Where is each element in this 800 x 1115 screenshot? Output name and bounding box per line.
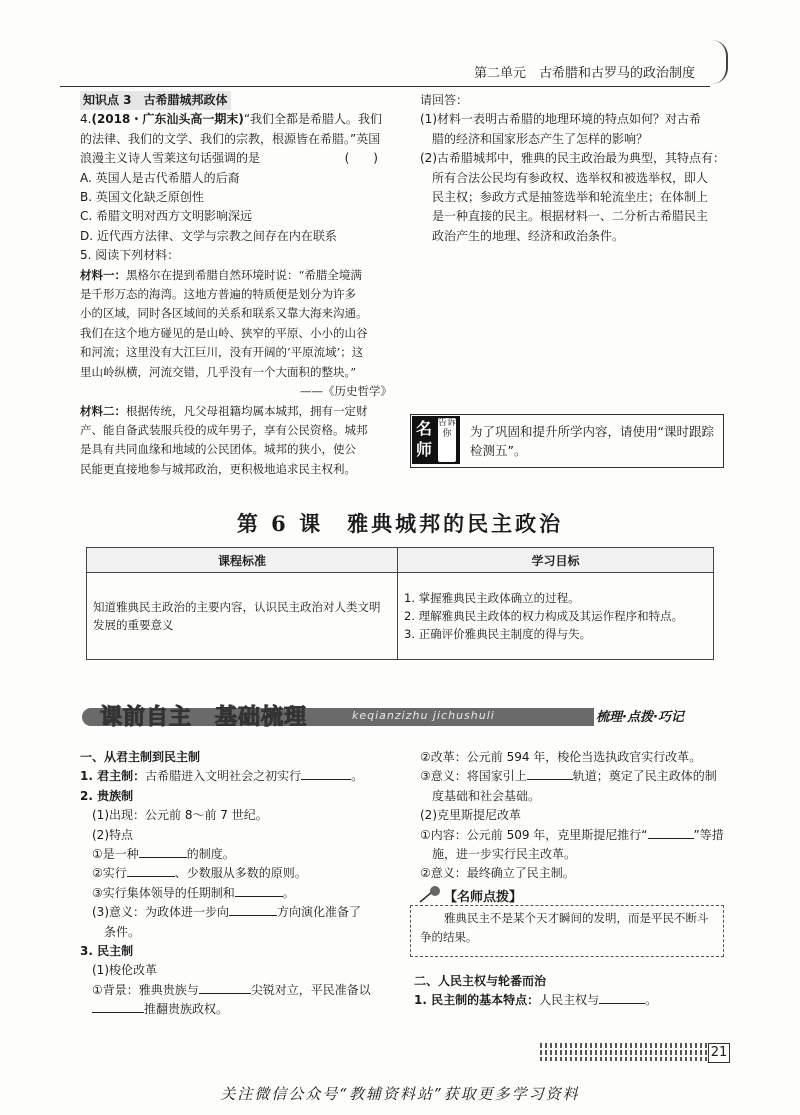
- left-column: [80, 91, 392, 479]
- fill-blank: [127, 864, 175, 877]
- goals-cell: 1. 掌握雅典民主政体确立的过程。 2. 理解雅典民主政体的权力构成及其运作程序和特点。 3. 正确评价雅典民主制度的得与失。: [398, 573, 714, 660]
- fill-blank: [301, 767, 351, 780]
- q4-line1: 4.(2018・广东汕头高一期末)“我们全都是希腊人。我们: [80, 112, 383, 127]
- fill-blank: [599, 991, 645, 1004]
- q4-option-c: C. 希腊文明对西方文明影响深远: [80, 209, 253, 224]
- fill-blank: [229, 903, 277, 916]
- teacher-tip-text: 为了巩固和提升所学内容，请使用“课时跟踪检测五”。: [470, 424, 714, 458]
- q5-intro: 5. 阅读下列材料：: [80, 248, 180, 263]
- standards-table: [86, 547, 714, 660]
- material-1-label: 材料一：: [80, 267, 126, 282]
- section2-title: 二、人民主权与轮番而治: [414, 974, 547, 988]
- ask-label: 请回答：: [420, 93, 469, 107]
- q4-line2: 的法律、我们的文学、我们的宗教，根源皆在希腊。”英国: [80, 131, 381, 146]
- section1-right: ②改革：公元前 594 年，梭伦当选执政官实行改革。 ③意义：将国家引上 轨道；奠定了民主政体的制 度基础和社会基础。 (2)克里斯提尼改革 ①内容：公元前 509 年，克里斯提尼推行“ ”等措 施，进一步实行民主改革。 ②意义：最终确立了民主制。: [420, 750, 724, 881]
- material-1: 材料一：黑格尔在提到希腊自然环境时说：“希腊全境满 是千形万态的海湾。这地方普遍的特质便是划分为许多 小的区域，同时各区域间的关系和联系又靠大海来沟通。 我们在这个地方碰见的是山岭、狭窄的平原、小小的山谷 和河流；这里没有大江巨川，没有开阔的‘平原流域’；这 里山岭纵横，河流交错，几乎没有一个大面积的整块。” ——《历史哲学》: [80, 266, 392, 402]
- fill-blank: [235, 884, 283, 897]
- page-number: 21: [708, 1043, 730, 1063]
- banner-subtitle: 梳理·点拨·巧记: [596, 710, 684, 725]
- knowledge-point-title: 知识点 3 古希腊城邦政体: [80, 91, 231, 110]
- q4-option-b: B. 英国文化缺乏原创性: [80, 190, 204, 205]
- fill-blank: [92, 1000, 144, 1013]
- answer-paren: ( ): [344, 151, 378, 166]
- footer-note: 关注微信公众号“教辅资料站”获取更多学习资料: [220, 1085, 580, 1103]
- fill-blank: [139, 845, 187, 858]
- teacher-tells-icon: 名 师 告诉你: [412, 416, 460, 464]
- header-bracket: [712, 40, 728, 84]
- q4-line3: 浪漫主义诗人雪莱这句话强调的是 ( ): [80, 149, 392, 168]
- fill-blank: [648, 826, 694, 839]
- banner-pinyin: keqianzizhu jichushuli: [352, 709, 495, 722]
- material-2-label: 材料二：: [80, 403, 126, 418]
- fill-blank: [199, 981, 251, 994]
- section2: 二、人民主权与轮番而治 1. 民主制的基本特点：人民主权与 。: [414, 972, 730, 1011]
- stripe-gap: [540, 1048, 708, 1050]
- q4-option-d: D. 近代西方法律、文学与宗教之间存在内在联系: [80, 228, 337, 243]
- lesson-title: 第 6 课 雅典城邦的民主政治: [236, 511, 564, 536]
- fill-blank: [527, 767, 573, 780]
- table-header-goals: 学习目标: [398, 548, 714, 573]
- table-header-standard: 课程标准: [87, 548, 398, 573]
- section1-title: 一、从君主制到民主制: [80, 750, 201, 764]
- pushpin-icon: [418, 884, 444, 904]
- header-rule: [60, 86, 710, 87]
- right-column: 请回答： (1)材料一表明古希腊的地理环境的特点如何？对古希 腊的经济和国家形态产生了怎样的影响？ (2)古希腊城邦中，雅典的民主政治最为典型，其特点有： 所有合法公民均有参政权、选举权和被选举权，即人 民主权；参政方式是抽签选举和轮流坐庄；在体制上 是一种直接的民主。根据材料一、二分析古希腊民主 政治产生的地理、经济和政治条件。: [420, 91, 730, 246]
- tip-text: 雅典民主不是某个天才瞬间的发明，而是平民不断斗争的结果。: [420, 911, 709, 944]
- q4-source: (2018・广东汕头高一期末): [91, 112, 244, 127]
- q4-option-a: A. 英国人是古代希腊人的后裔: [80, 170, 240, 185]
- tip-label: 【名师点拨】: [444, 890, 523, 905]
- stripe-gap: [540, 1055, 708, 1057]
- unit-header: 第二单元 古希腊和古罗马的政治制度: [474, 66, 696, 81]
- material-2: 材料二：根据传统，凡父母祖籍均属本城邦，拥有一定财 产、能自备武装服兵役的成年男子，享有公民资格。城邦 是具有共同血缘和地域的公民团体。城邦的狭小，使公 民能更直接地参与城邦政治，更积极地追求民主权利。: [80, 403, 368, 476]
- banner-title: 课前自主 基础梳理: [100, 705, 308, 730]
- section1-left: 一、从君主制到民主制 1. 君主制：古希腊进入文明社会之初实行 。 2. 贵族制 (1)出现：公元前 8～前 7 世纪。 (2)特点 ①是一种 的制度。 ②实行 、少数服从多数的原则。 ③实行集体领导的任期制和 。 (3)意义：为政体进一步向 方向演化准备了 条件。 3. 民主制 (1)梭伦改革 ①背景：雅典贵族与 尖锐对立，平民准备以 推翻贵族政权。: [80, 748, 392, 1020]
- page-stripes: [540, 1043, 708, 1061]
- material-1-source: ——《历史哲学》: [300, 384, 392, 399]
- standard-cell: 知道雅典民主政治的主要内容，认识民主政治对人类文明发展的重要意义: [87, 573, 398, 660]
